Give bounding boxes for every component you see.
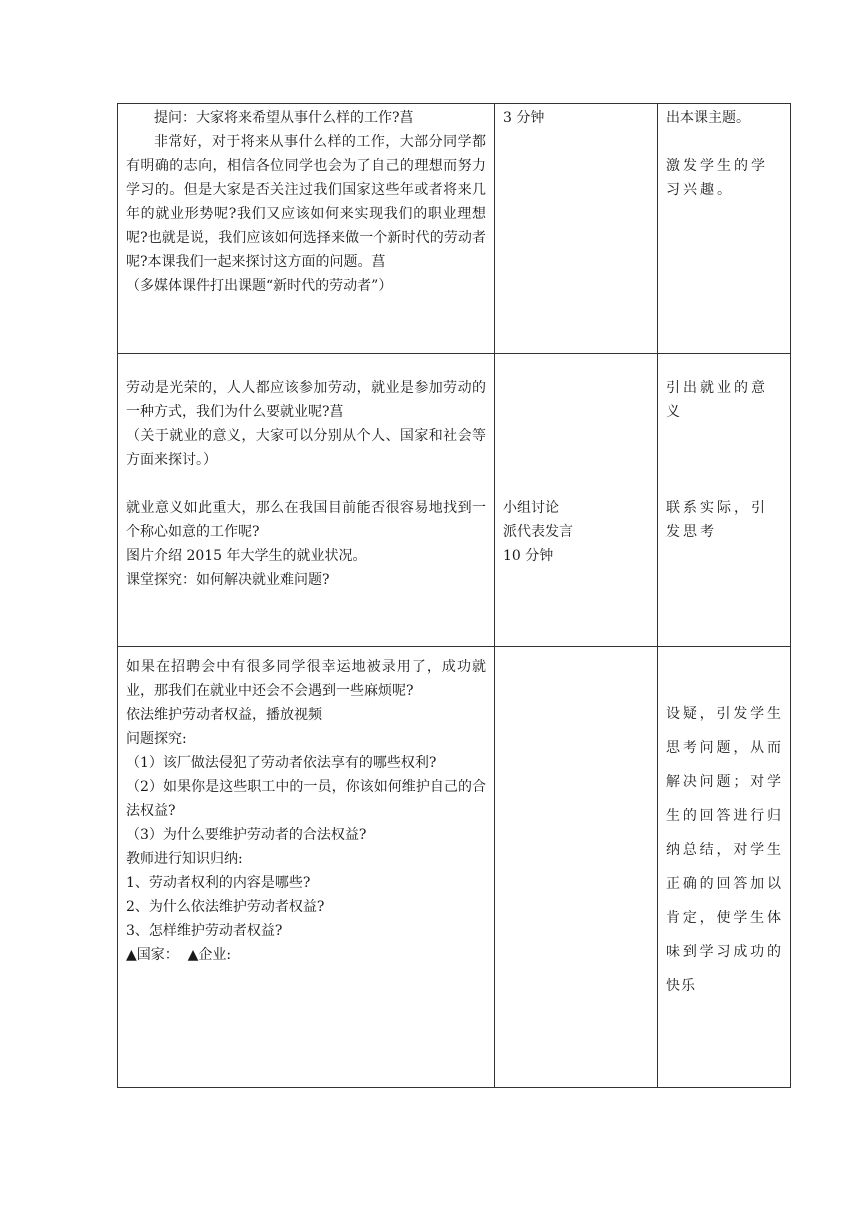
content-text: （3）为什么要维护劳动者的合法权益? — [126, 827, 367, 843]
table-row — [118, 647, 791, 1088]
teaching-content-cell — [118, 354, 495, 647]
content-text: ▲国家： ▲企业: — [126, 947, 232, 963]
content-text: 问题探究: — [126, 731, 187, 747]
teaching-content-cell — [118, 104, 495, 354]
content-text: 就业意义如此重大，那么在我国目前能否很容易地找到一个称心如意的工作呢? — [126, 500, 486, 540]
table-row — [118, 104, 791, 354]
activity-cell — [495, 354, 658, 647]
content-text: 3、怎样维护劳动者权益? — [126, 923, 283, 939]
activity-cell — [495, 647, 658, 1088]
courseware-note: （多媒体课件打出课题“新时代的劳动者”） — [126, 278, 393, 294]
lesson-plan-table — [117, 103, 791, 1088]
content-text: 图片介绍 2015 年大学生的就业状况。 — [126, 548, 367, 564]
duration-text: 3 分钟 — [503, 110, 545, 126]
content-text: 2、为什么依法维护劳动者权益? — [126, 899, 325, 915]
intent-cell — [658, 104, 791, 354]
intent-text: 联系实际，引发思考 — [666, 500, 768, 540]
content-text: （关于就业的意义，大家可以分别从个人、国家和社会等方面来探讨。） — [126, 428, 486, 468]
content-text: 如果在招聘会中有很多同学很幸运地被录用了，成功就业，那我们在就业中还会不会遇到一些麻烦呢? — [126, 659, 486, 699]
activity-cell — [495, 104, 658, 354]
teaching-content-cell — [118, 647, 495, 1088]
intent-text: 出本课主题。 — [666, 110, 750, 126]
table-row — [118, 354, 791, 647]
duration-text: 10 分钟 — [503, 548, 554, 564]
content-text: （1）该厂做法侵犯了劳动者依法享有的哪些权利? — [126, 755, 437, 771]
intro-paragraph: 非常好，对于将来从事什么样的工作，大部分同学都有明确的志向，相信各位同学也会为了自己的理想而努力学习的。但是大家是否关注过我们国家这些年或者将来几年的就业形势呢?我们又应该如何来实现我们的职业理想呢?也就是说，我们应该如何选择来做一个新时代的劳动者呢?本课我们一起来探讨这方面的问题。菖 — [126, 134, 486, 270]
content-text: 依法维护劳动者权益，播放视频 — [126, 707, 322, 723]
intent-cell — [658, 354, 791, 647]
question-text: 提问：大家将来希望从事什么样的工作?菖 — [154, 110, 414, 126]
content-text: 课堂探究：如何解决就业难问题? — [126, 572, 330, 588]
intent-text: 设疑，引发学生思考问题，从而解决问题；对学生的回答进行归纳总结，对学生正确的回答加以肯定，使学生体味到学习成功的快乐 — [666, 706, 782, 994]
content-text: （2）如果你是这些职工中的一员，你该如何维护自己的合法权益? — [126, 779, 486, 819]
intent-text: 引出就业的意义 — [666, 380, 768, 420]
content-text: 1、劳动者权利的内容是哪些? — [126, 875, 311, 891]
content-text: 教师进行知识归纳: — [126, 851, 243, 867]
content-text: 劳动是光荣的，人人都应该参加劳动，就业是参加劳动的一种方式，我们为什么要就业呢?菖 — [126, 380, 486, 420]
intent-cell — [658, 647, 791, 1088]
activity-text: 派代表发言 — [503, 524, 573, 540]
intent-text: 激发学生的学习兴趣。 — [666, 158, 768, 198]
activity-text: 小组讨论 — [503, 500, 559, 516]
